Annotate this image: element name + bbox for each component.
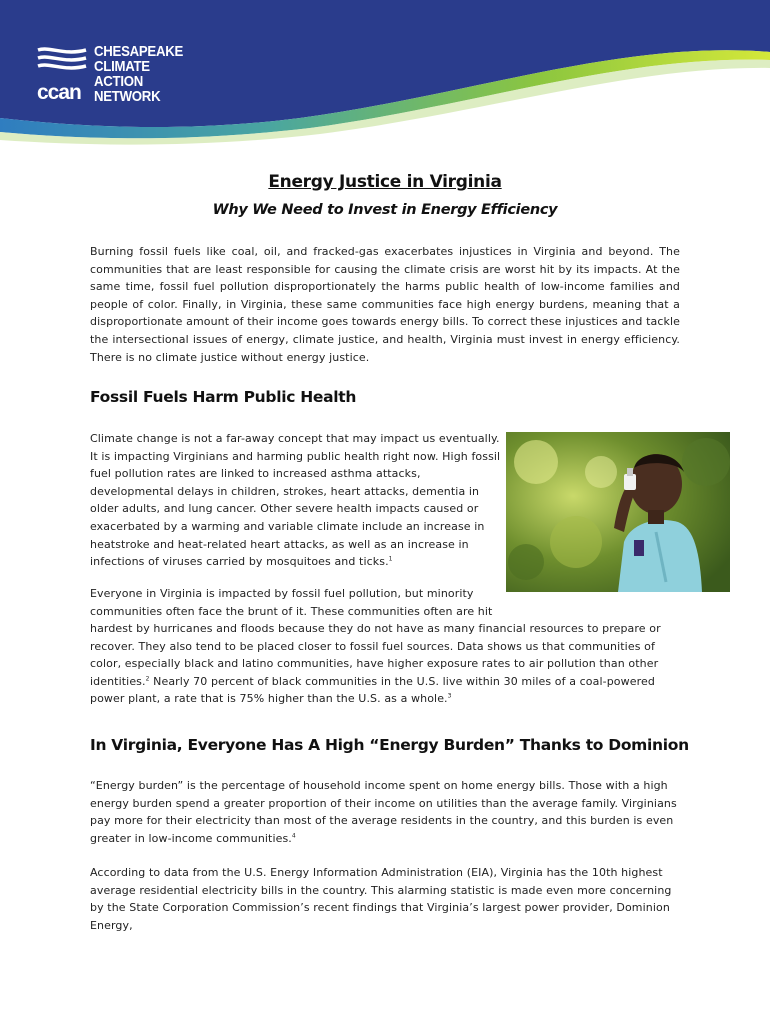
footnote-ref: 1 [388,555,393,563]
minority-impact-text-b: hardest by hurricanes and floods because they do not have as many financial resources to prepare or recover. They also tend to be placed closer to fossil fuel sources. Data shows us that communities of color, especially black and latino communities, have higher exposure rates to air pollution than other identities. [90,622,661,688]
footnote-ref: 2 [145,675,150,683]
page-subtitle: Why We Need to Invest in Energy Efficiency [212,202,558,218]
logo-ccan-text: ccan [37,81,81,104]
section-heading-public-health: Fossil Fuels Harm Public Health [90,388,357,406]
logo-wordmark [94,44,183,104]
page-title: Energy Justice in Virginia [268,172,502,192]
public-health-text: Climate change is not a far-away concept that may impact us eventually. It is impacting Virginians and harming public health right now. High fossil fuel pollution rates are linked to increased asthma attacks, developmental delays in children, strokes, heart attacks, dementia in older adults, and lung cancer. Other severe health impacts caused or exacerbated by a warming and variable climate include an increase in heatstroke and heat-related heart attacks, as well as an increase in infections of viruses carried by mosquitoes and ticks. [90,432,501,569]
minority-impact-paragraph-b [90,620,686,708]
energy-burden-paragraph [90,777,686,847]
child-inhaler-photo [506,432,730,592]
logo-line: CLIMATE [94,58,150,75]
footnote-ref: 3 [447,692,452,700]
logo-line: NETWORK [94,88,161,105]
energy-burden-text: “Energy burden” is the percentage of household income spent on home energy bills. Those with a high energy burden spend a greater proportion of their income on utilities than the average family. Virginians pay more for their electricity than most of the average residents in the country, and this burden is even greater in low-income communities. [90,779,677,845]
footnote-ref: 4 [291,832,296,840]
intro-paragraph: Burning fossil fuels like coal, oil, and fracked-gas exacerbates injustices in Virginia and beyond. The communities that are least responsible for causing the climate crisis are worst hit by its impacts. At the same time, fossil fuel pollution disproportionately the harms public health of low-income families and people of color. Finally, in Virginia, these same communities face high energy burdens, meaning that a disproportionate amount of their income goes towards energy bills. To correct these injustices and tackle the intersectional issues of energy, climate justice, and health, Virginia must invest in energy efficiency. There is no climate justice without energy justice. [90,245,680,364]
public-health-paragraph [90,430,502,571]
child-inhaler-image [506,432,730,592]
header-banner [0,0,770,150]
logo-line: CHESAPEAKE [94,43,184,60]
eia-paragraph: According to data from the U.S. Energy Information Administration (EIA), Virginia has the 10th highest average residential electricity bills in the country. This alarming statistic is made even more concerning by the State Corporation Commission’s recent findings that Virginia’s largest power provider, Dominion Energy, [90,866,672,932]
minority-impact-text-c: Nearly 70 percent of black communities in the U.S. live within 30 miles of a coal-powered power plant, a rate that is 75% higher than the U.S. as a whole. [90,674,655,706]
section-heading-energy-burden: In Virginia, Everyone Has A High “Energy Burden” Thanks to Dominion [90,736,689,754]
ccan-logo [34,44,194,114]
minority-impact-paragraph-a: Everyone in Virginia is impacted by fossil fuel pollution, but minority communities often face the brunt of it. These communities often are hit [90,587,493,618]
logo-line: ACTION [94,73,144,90]
